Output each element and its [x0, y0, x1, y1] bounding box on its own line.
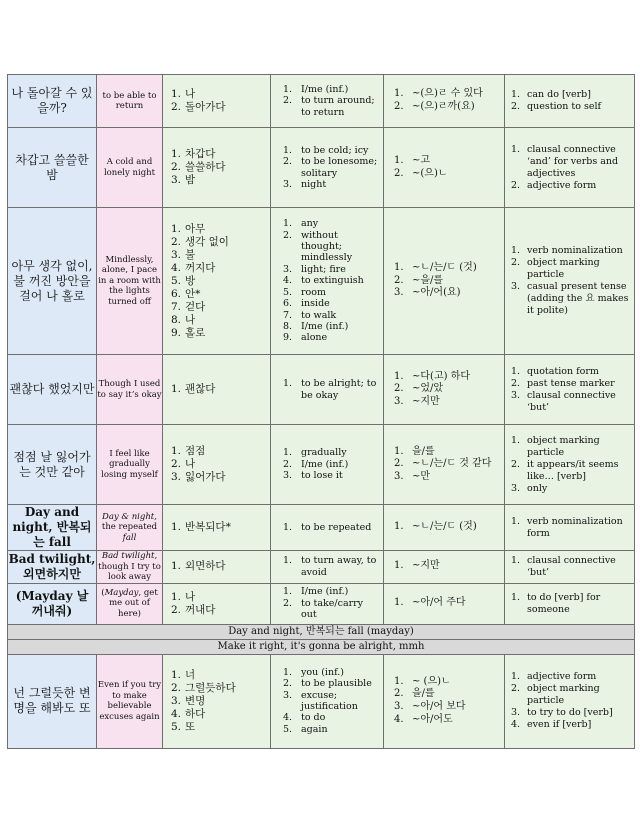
list-item: 1. ~지만	[394, 560, 440, 572]
list-item: 1. to be alright; to be okay	[283, 378, 377, 401]
list-item: 2. 돌아가다	[171, 101, 226, 113]
list-item: 1. you (inf.)	[283, 666, 344, 678]
list-item: 2. to turn around; to return	[283, 95, 375, 118]
list-item: 2. 생각 없이	[171, 235, 229, 248]
english-translation: (Mayday, get me out of here)	[97, 583, 163, 624]
list-item: 1. to be cold; icy	[283, 144, 369, 156]
list-item: 1. 차갑다	[171, 148, 216, 160]
list-item: 2. past tense marker	[511, 377, 615, 389]
list-item: 1. object marking particle	[511, 434, 600, 458]
list-item: 1. 을/를	[394, 445, 435, 457]
vocabulary-list	[163, 221, 270, 342]
english-translation: Bad twilight, though I try to look away	[98, 551, 161, 582]
list-item: 1. quotation form	[511, 365, 599, 377]
list-item: 1. ~다(고) 하다	[394, 370, 471, 382]
list-item: 3. ~지만	[394, 395, 440, 407]
list-item: 1. 괜찮다	[171, 383, 216, 395]
korean-lyric: 넌 그럴듯한 변명을 해봐도 또	[8, 654, 97, 748]
grammar-list	[384, 596, 504, 611]
list-item: 4. 꺼지다	[171, 261, 216, 274]
list-item: 8. I/me (inf.)	[283, 320, 349, 332]
korean-lyric: 괜찮다 했었지만	[8, 355, 97, 425]
grammar-list	[384, 675, 504, 727]
function-list	[505, 244, 634, 318]
list-item: 4. to do	[283, 712, 326, 724]
function-list	[505, 554, 634, 580]
list-item: 3. ~만	[394, 470, 431, 482]
list-item: 4. even if [verb]	[511, 719, 592, 730]
english-translation: Even if you try to make believable excuses again	[97, 654, 163, 748]
list-item: 9. alone	[283, 332, 328, 344]
function-list	[505, 88, 634, 114]
list-item: 2. to be lonesome; solitary	[283, 156, 378, 179]
vocabulary-list	[163, 667, 270, 736]
meaning-list	[271, 554, 383, 579]
list-item: 7. 걷다	[171, 300, 206, 313]
section-note: Make it right, it's gonna be alright, mmh	[8, 639, 635, 654]
grammar-list	[384, 154, 504, 181]
list-item: 2. without thought; mindlessly	[283, 229, 353, 264]
table-row	[8, 355, 635, 425]
list-item: 2. ~(으)ㄴ	[394, 167, 448, 179]
list-item: 1. to be repeated	[283, 521, 372, 533]
list-item: 1. 너	[171, 668, 196, 681]
vocabulary-list	[163, 589, 270, 619]
meaning-list	[271, 446, 383, 482]
meaning-list	[271, 83, 383, 119]
list-item: 2. 나	[171, 458, 196, 470]
list-item: 1. verb nominalization	[511, 245, 623, 256]
list-item: 1. to do [verb] for someone	[511, 591, 601, 615]
list-item: 6. inside	[283, 298, 330, 310]
list-item: 5. again	[283, 723, 328, 735]
english-translation: Though I used to say it’s okay	[97, 355, 163, 425]
list-item: 2. object marking particle	[511, 683, 600, 706]
list-item: 5. 또	[171, 720, 196, 733]
list-item: 3. 불	[171, 248, 196, 261]
table-row	[8, 624, 635, 639]
function-list	[505, 670, 634, 732]
list-item: 2. 꺼내다	[171, 603, 216, 616]
list-item: 3. night	[283, 178, 327, 190]
list-item: 7. to walk	[283, 309, 337, 321]
list-item: 1. can do [verb]	[511, 89, 591, 100]
list-item: 1. 나	[171, 88, 196, 100]
korean-lyric: Bad twilight, 외면하지만	[8, 551, 97, 584]
korean-lyric: 차갑고 쓸쓸한 밤	[8, 128, 97, 208]
function-list	[505, 591, 634, 617]
function-list	[505, 515, 634, 541]
grammar-list	[384, 261, 504, 301]
vocabulary-list	[163, 519, 270, 536]
list-item: 8. 나	[171, 313, 196, 326]
grammar-list	[384, 370, 504, 410]
list-item: 2. to be plausible	[283, 678, 372, 690]
grammar-list	[384, 445, 504, 485]
list-item: 2. 을/를	[394, 688, 435, 700]
korean-lyric: 나 돌아갈 수 있을까?	[8, 75, 97, 128]
vocabulary-list	[163, 558, 270, 575]
korean-lyric: 아무 생각 없이, 불 꺼진 방안을 걸어 나 홀로	[8, 208, 97, 355]
meaning-list	[271, 521, 383, 534]
list-item: 1. ~고	[394, 154, 431, 166]
table-row	[8, 654, 635, 748]
list-item: 1. verb nominalization form	[511, 515, 623, 539]
list-item: 2. adjective form	[511, 179, 597, 191]
grammar-list	[384, 559, 504, 574]
lyrics-breakdown-table	[7, 74, 635, 749]
list-item: 1. 외면하다	[171, 560, 226, 573]
table-row	[8, 75, 635, 128]
list-item: 4. to extinguish	[283, 275, 364, 287]
list-item: 1. ~(으)ㄹ 수 있다	[394, 88, 483, 100]
grammar-list	[384, 520, 504, 535]
table-row	[8, 505, 635, 551]
korean-lyric: Day and night, 반복되는 fall	[8, 505, 97, 551]
list-item: 1. clausal connective ‘and’ for verbs and adjectives	[511, 143, 619, 179]
list-item: 2. ~ㄴ/는/ㄷ 것 같다	[394, 458, 492, 470]
list-item: 1. ~ㄴ/는/ㄷ (것)	[394, 521, 477, 533]
list-item: 1. I/me (inf.)	[283, 83, 349, 95]
list-item: 3. 변명	[171, 694, 206, 707]
grammar-list	[384, 87, 504, 114]
list-item: 9. 홀로	[171, 326, 206, 339]
english-translation: Mindlessly, alone, I pace in a room with the lights turned off	[97, 208, 163, 355]
list-item: 2. to take/carry out	[283, 597, 364, 621]
list-item: 1. 나	[171, 590, 196, 603]
list-item: 3. to lose it	[283, 470, 343, 482]
list-item: 1. clausal connective ‘but’	[511, 554, 616, 578]
table-row	[8, 208, 635, 355]
section-note: Day and night, 반복되는 fall (mayday)	[8, 624, 635, 639]
vocabulary-list	[163, 86, 270, 116]
meaning-list	[271, 217, 383, 344]
list-item: 3. ~아/어(요)	[394, 287, 461, 299]
list-item: 2. I/me (inf.)	[283, 458, 349, 470]
english-translation: Day & night, the repeated fall	[97, 505, 163, 551]
list-item: 1. 반복되다*	[171, 521, 231, 533]
list-item: 2. 그럴듯하다	[171, 681, 236, 694]
meaning-list	[271, 666, 383, 736]
list-item: 4. 하다	[171, 707, 206, 720]
list-item: 1. any	[283, 218, 319, 230]
list-item: 2. question to self	[511, 101, 602, 112]
list-item: 3. light; fire	[283, 263, 346, 275]
list-item: 2. ~(으)ㄹ까(요)	[394, 101, 475, 112]
list-item: 3. 밤	[171, 174, 196, 186]
list-item: 3. ~아/어 보다	[394, 701, 466, 712]
table-row	[8, 551, 635, 584]
list-item: 6. 안*	[171, 287, 201, 300]
english-translation: to be able to return	[97, 75, 163, 128]
list-item: 4. ~아/어도	[394, 713, 453, 725]
list-item: 2. ~었/았	[394, 383, 444, 395]
list-item: 2. it appears/it seems like… [verb]	[511, 458, 619, 482]
list-item: 3. to try to do [verb]	[511, 707, 613, 718]
list-item: 1. I/me (inf.)	[283, 586, 349, 598]
table-row	[8, 128, 635, 208]
korean-lyric: (Mayday 날 꺼내줘)	[8, 583, 97, 624]
function-list	[505, 143, 634, 193]
list-item: 5. room	[283, 286, 326, 298]
meaning-list	[271, 144, 383, 192]
list-item: 1. 아무	[171, 222, 206, 235]
table-row	[8, 583, 635, 624]
korean-lyric: 점점 날 잃어가는 것만 같아	[8, 425, 97, 505]
english-translation: A cold and lonely night	[97, 128, 163, 208]
list-item: 3. 잃어가다	[171, 471, 226, 483]
table-row	[8, 425, 635, 505]
list-item: 3. casual present tense (adding the 요 makes it polite)	[511, 281, 629, 316]
list-item: 2. object marking particle	[511, 257, 600, 280]
meaning-list	[271, 585, 383, 621]
function-list	[505, 434, 634, 496]
list-item: 3. excuse; justification	[283, 689, 358, 712]
english-translation: I feel like gradually losing myself	[97, 425, 163, 505]
vocabulary-list	[163, 146, 270, 189]
list-item: 1. gradually	[283, 447, 347, 459]
vocabulary-list	[163, 381, 270, 398]
list-item: 1. ~아/어 주다	[394, 597, 466, 609]
list-item: 1. adjective form	[511, 671, 597, 682]
list-item: 2. ~을/를	[394, 274, 444, 286]
list-item: 5. 방	[171, 274, 196, 287]
list-item: 3. only	[511, 482, 548, 494]
list-item: 1. ~ (으)ㄴ	[394, 675, 451, 687]
function-list	[505, 365, 634, 415]
table-row	[8, 639, 635, 654]
list-item: 1. ~ㄴ/는/ㄷ (것)	[394, 262, 477, 274]
list-item: 3. clausal connective ‘but’	[511, 389, 616, 413]
list-item: 2. 쓸쓸하다	[171, 161, 226, 173]
vocabulary-list	[163, 443, 270, 486]
meaning-list	[271, 377, 383, 402]
list-item: 1. to turn away, to avoid	[283, 555, 377, 578]
list-item: 1. 점점	[171, 445, 206, 457]
